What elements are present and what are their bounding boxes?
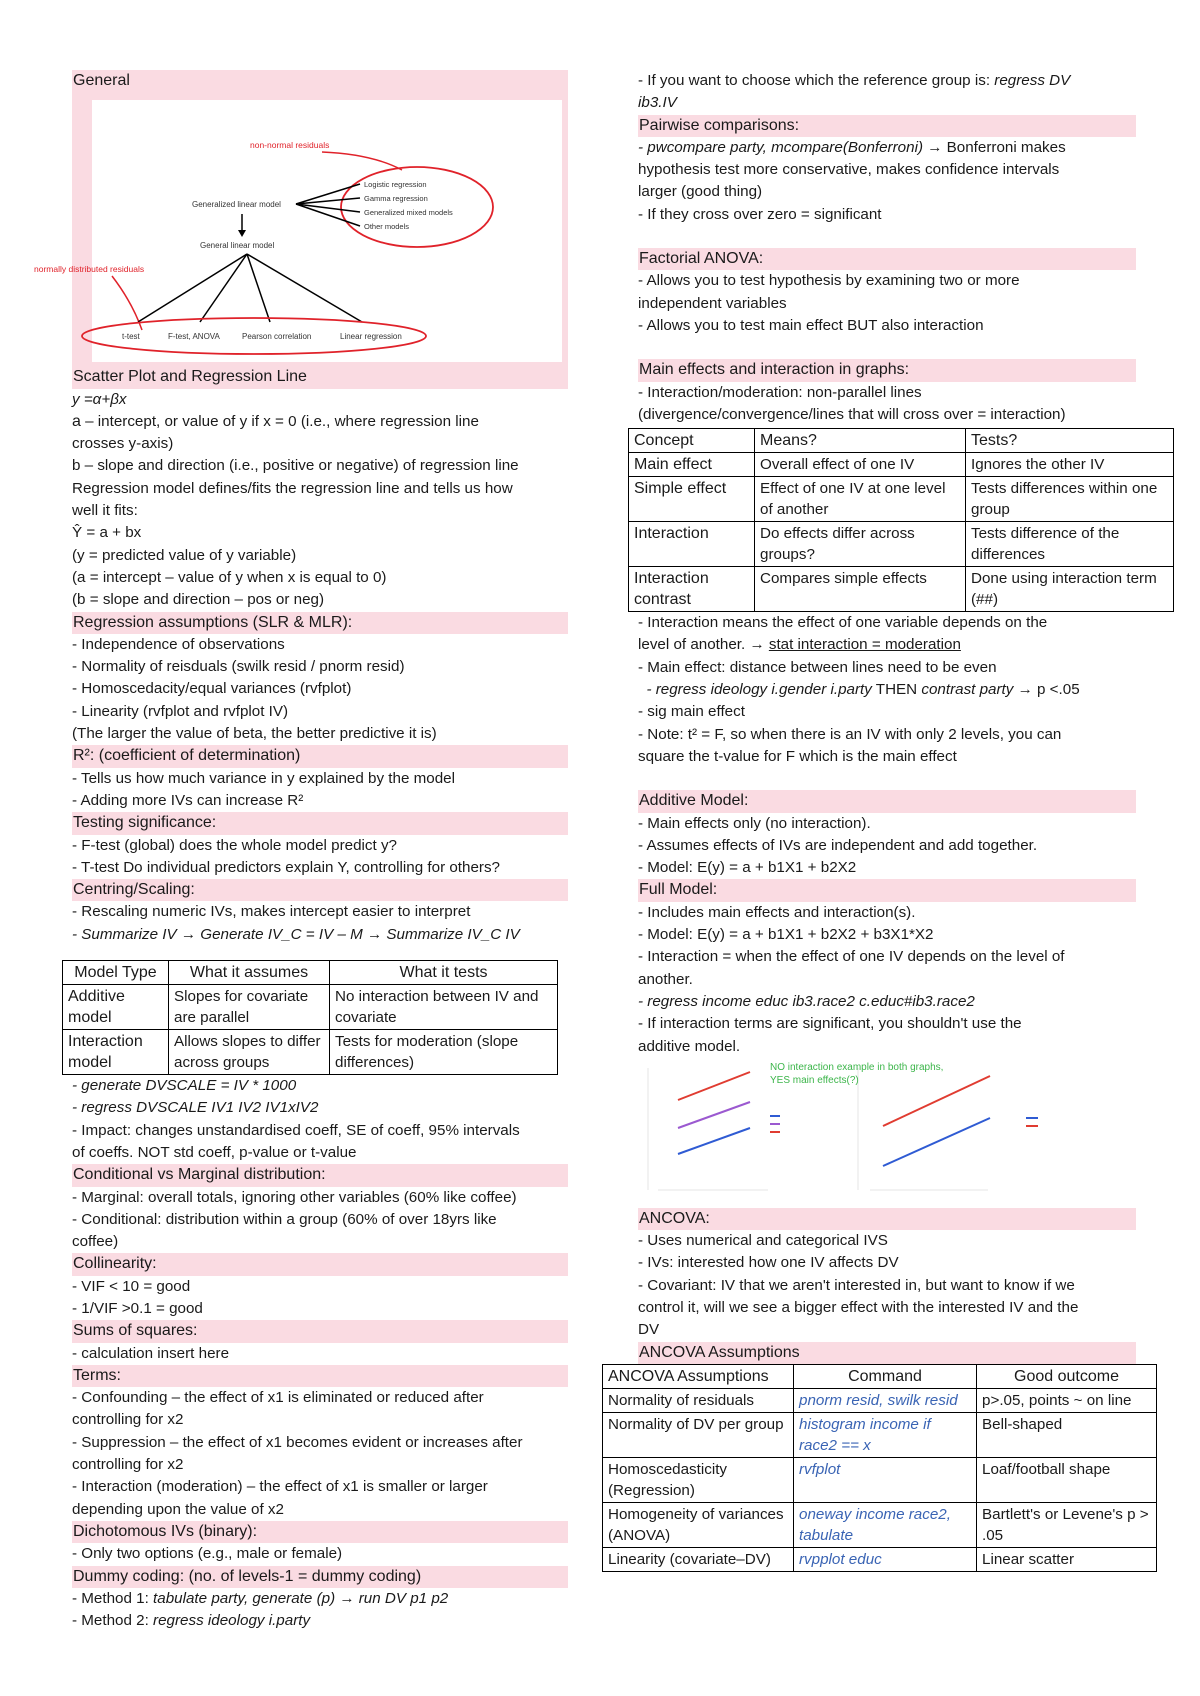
assump-item: - Homoscedacity/equal variances (rvfplot) [72, 680, 352, 698]
main-item: - Interaction/moderation: non-parallel lines [638, 383, 922, 401]
impact-text-2: of coeffs. NOT std coeff, p-value or t-value [72, 1143, 357, 1161]
pairwise-header: Pairwise comparisons: [638, 115, 1136, 137]
model-text-2: well it fits: [72, 502, 138, 520]
non-normal-label: non-normal residuals [250, 140, 330, 151]
ancova-item: - IVs: interested how one IV affects DV [638, 1254, 899, 1272]
table-cell: Do effects differ across groups? [755, 522, 966, 567]
col-item: - 1/VIF >0.1 = good [72, 1299, 203, 1317]
fact-item: - Allows you to test main effect BUT also interaction [638, 316, 984, 334]
inter-underlined: stat interaction = moderation [768, 636, 961, 654]
table-header: Concept [629, 429, 755, 453]
impact-text: - Impact: changes unstandardised coeff, SE of coeff, 95% intervals [72, 1121, 520, 1139]
table-cell: Main effect [629, 453, 755, 477]
table-cell: Normality of residuals [603, 1388, 794, 1412]
formula: y =α+βx [72, 390, 127, 408]
left-column [34, 70, 568, 1632]
table-cell: p>.05, points ~ on line [977, 1388, 1157, 1412]
table-cell: Tests difference of the differences [966, 522, 1174, 567]
graph-note-2: YES main effects(?) [770, 1074, 859, 1086]
table-cell: Interaction model [63, 1030, 169, 1075]
ancova-assumptions-header: ANCOVA Assumptions [638, 1342, 1136, 1364]
main-item: (divergence/convergence/lines that will cross over = interaction) [638, 405, 1066, 423]
linear-regression-label: Linear regression [340, 332, 402, 342]
collinearity-header: Collinearity: [72, 1253, 568, 1275]
centring-header: Centring/Scaling: [72, 879, 568, 901]
terms-header: Terms: [72, 1365, 568, 1387]
a-desc: – intercept, or value of y if x = 0 (i.e., where regression line [80, 412, 479, 430]
graph-2 [858, 1068, 1038, 1190]
right-column [608, 70, 1158, 1572]
table-cell: Simple effect [629, 477, 755, 522]
gamma-label: Gamma regression [364, 194, 428, 204]
table-row [629, 522, 1174, 567]
add-item: - Main effects only (no interaction). [638, 814, 871, 832]
interaction-text-3: - Main effect: distance between lines need to be even [638, 658, 997, 676]
additive-header: Additive Model: [638, 790, 1136, 812]
model-type-table [62, 960, 558, 1075]
other-label: Other models [364, 222, 410, 232]
generate-command: - generate DVSCALE = IV * 1000 [72, 1077, 297, 1095]
normal-label: normally distributed residuals [34, 264, 145, 275]
assumptions-header: Regression assumptions (SLR & MLR): [72, 612, 568, 634]
linear-models-diagram [34, 92, 568, 366]
graph-note-1: NO interaction example in both graphs, [770, 1061, 944, 1073]
pair-item: larger (good thing) [638, 183, 763, 201]
dummy-command: regress ideology i.party [153, 1612, 311, 1630]
full-item: additive model. [638, 1037, 741, 1055]
inter-then: THEN [871, 681, 922, 699]
graphs-svg [638, 1058, 1136, 1208]
terms-item: controlling for x2 [72, 1456, 184, 1474]
general-linear-label: General linear model [200, 241, 275, 251]
inter-cmd-1: - regress ideology i.gender i.party [638, 681, 872, 699]
reference-text [638, 70, 1136, 92]
table-row [603, 1457, 1157, 1502]
interaction-text-2 [638, 634, 1136, 656]
cond-item: - Marginal: overall totals, ignoring other variables (60% like coffee) [72, 1188, 517, 1206]
table-cell: Effect of one IV at one level of another [755, 477, 966, 522]
dummy-prefix: - Method 2: [72, 1612, 154, 1630]
table-header-row [629, 429, 1174, 453]
ancova-table [602, 1364, 1157, 1572]
interaction-text: - Interaction means the effect of one variable depends on the [638, 614, 1048, 632]
graph-1 [648, 1068, 780, 1190]
command-cell: oneway income race2, tabulate [794, 1502, 977, 1547]
table-cell: Overall effect of one IV [755, 453, 966, 477]
b-text: b – slope and direction (i.e., positive or negative) of regression line [72, 457, 519, 475]
r2-header: R²: (coefficient of determination) [72, 745, 568, 767]
ref-prefix: - If you want to choose which the reference group is: [638, 72, 995, 89]
a-text-2: crosses y-axis) [72, 435, 174, 453]
table-row [603, 1547, 1157, 1571]
dichotomous-header: Dichotomous IVs (binary): [72, 1521, 568, 1543]
table-header-row [63, 961, 558, 985]
y-pred: (y = predicted value of y variable) [72, 546, 297, 564]
concept-table [628, 428, 1174, 612]
dummy-method-2 [72, 1610, 568, 1632]
terms-item: depending upon the value of x2 [72, 1500, 284, 1518]
pair-item [638, 137, 1136, 159]
main-effects-header: Main effects and interaction in graphs: [638, 359, 1136, 381]
table-row [629, 567, 1174, 612]
a-prefix: a [72, 412, 81, 430]
inter-cmd-2: contrast party [921, 681, 1014, 699]
table-cell: Bell-shaped [977, 1412, 1157, 1457]
dich-item: - Only two options (e.g., male or female) [72, 1545, 343, 1563]
diagram-svg [34, 92, 568, 366]
sig-item: - T-test Do individual predictors explain Y, controlling for others? [72, 858, 501, 876]
no-interaction-graphs [638, 1058, 1136, 1208]
assump-item: (The larger the value of beta, the better predictive it is) [72, 725, 437, 743]
cond-item: coffee) [72, 1233, 119, 1251]
table-cell: Interaction contrast [629, 567, 755, 612]
full-item: another. [638, 970, 693, 988]
add-item: - Model: E(y) = a + b1X1 + b2X2 [638, 859, 857, 877]
table-row [629, 453, 1174, 477]
table-cell: Interaction [629, 522, 755, 567]
assump-item: - Linearity (rvfplot and rvfplot IV) [72, 702, 289, 720]
dummy-header: Dummy coding: (no. of levels-1 = dummy coding) [72, 1566, 568, 1588]
table-cell: Linear scatter [977, 1547, 1157, 1571]
command-cell: rvfplot [794, 1457, 977, 1502]
table-cell: Bartlett's or Levene's p > .05 [977, 1502, 1157, 1547]
general-header: General [72, 70, 568, 92]
dummy-command: tabulate party, generate (p) → run DV p1 p2 [153, 1589, 449, 1607]
anova-label: F-test, ANOVA [168, 332, 220, 342]
full-item: - Model: E(y) = a + b1X1 + b2X2 + b3X1*X2 [638, 926, 934, 944]
table-cell: Done using interaction term (##) [966, 567, 1174, 612]
ancova-item: control it, will we see a bigger effect with the interested IV and the [638, 1298, 1079, 1316]
table-cell: Additive model [63, 985, 169, 1030]
terms-item: - Confounding – the effect of x1 is eliminated or reduced after [72, 1389, 484, 1407]
ttest-label: t-test [122, 332, 140, 342]
fact-item: independent variables [638, 294, 787, 312]
table-header: Means? [755, 429, 966, 453]
add-item: - Assumes effects of IVs are independent and add together. [638, 836, 1038, 854]
table-header: Good outcome [977, 1364, 1157, 1388]
table-cell: Homoscedasticity (Regression) [603, 1457, 794, 1502]
fact-item: - Allows you to test hypothesis by examining two or more [638, 272, 1020, 290]
sums-header: Sums of squares: [72, 1320, 568, 1342]
full-model-header: Full Model: [638, 879, 1136, 901]
terms-item: - Interaction (moderation) – the effect of x1 is smaller or larger [72, 1478, 488, 1496]
table-cell: Tests for moderation (slope differences) [330, 1030, 558, 1075]
factorial-header: Factorial ANOVA: [638, 248, 1136, 270]
table-row [629, 477, 1174, 522]
pair-command: - pwcompare party, mcompare(Bonferroni) [638, 138, 924, 156]
b-slope: (b = slope and direction – pos or neg) [72, 591, 325, 609]
table-cell: Allows slopes to differ across groups [169, 1030, 330, 1075]
pair-item: - If they cross over zero = significant [638, 205, 882, 223]
full-item: - If interaction terms are significant, you shouldn't use the [638, 1015, 1022, 1033]
table-row [63, 1030, 558, 1075]
ss-item: - calculation insert here [72, 1344, 230, 1362]
ancova-header: ANCOVA: [638, 1208, 1136, 1230]
ancova-item: - Uses numerical and categorical IVS [638, 1232, 888, 1250]
glm-label: Generalized linear model [192, 200, 281, 210]
terms-item: controlling for x2 [72, 1411, 184, 1429]
table-row [63, 985, 558, 1030]
table-row [603, 1388, 1157, 1412]
inter-prefix: level of another. → [638, 636, 769, 654]
full-command: - regress income educ ib3.race2 c.educ#ib3.race2 [638, 992, 975, 1010]
pair-rest: → Bonferroni makes [923, 138, 1066, 156]
mixed-label: Generalized mixed models [364, 208, 453, 218]
col-item: - VIF < 10 = good [72, 1277, 191, 1295]
table-header: What it tests [330, 961, 558, 985]
assump-item: - Independence of observations [72, 635, 285, 653]
command-cell: rvpplot educ [794, 1547, 977, 1571]
interaction-text-7: square the t-value for F which is the main effect [638, 747, 957, 765]
full-item: - Interaction = when the effect of one IV depends on the level of [638, 948, 1065, 966]
a-text [72, 411, 568, 433]
ancova-item: DV [638, 1321, 660, 1339]
table-cell: Compares simple effects [755, 567, 966, 612]
terms-item: - Suppression – the effect of x1 becomes evident or increases after [72, 1433, 523, 1451]
assump-item: - Normality of reisduals (swilk resid / pnorm resid) [72, 658, 405, 676]
pair-item: hypothesis test more conservative, makes confidence intervals [638, 161, 1060, 179]
ancova-item: - Covariant: IV that we aren't interested in, but want to know if we [638, 1276, 1075, 1294]
table-cell: Linearity (covariate–DV) [603, 1547, 794, 1571]
model-text-1: Regression model defines/fits the regression line and tells us how [72, 479, 513, 497]
command-cell: pnorm resid, swilk resid [794, 1388, 977, 1412]
full-item: - Includes main effects and interaction(s). [638, 903, 916, 921]
pearson-label: Pearson correlation [242, 332, 312, 342]
interaction-command [638, 679, 1136, 701]
table-header: Model Type [63, 961, 169, 985]
table-row [603, 1412, 1157, 1457]
table-header: ANCOVA Assumptions [603, 1364, 794, 1388]
cond-item: - Conditional: distribution within a group (60% of over 18yrs like [72, 1210, 497, 1228]
a-int: (a = intercept – value of y when x is equal to 0) [72, 568, 387, 586]
interaction-text-6: - Note: t² = F, so when there is an IV with only 2 levels, you can [638, 725, 1062, 743]
table-cell: Slopes for covariate are parallel [169, 985, 330, 1030]
interaction-text-5: - sig main effect [638, 703, 745, 721]
table-cell: Normality of DV per group [603, 1412, 794, 1457]
r2-item: - Adding more IVs can increase R² [72, 791, 304, 809]
r2-item: - Tells us how much variance in y explained by the model [72, 769, 455, 787]
sig-item: - F-test (global) does the whole model predict y? [72, 836, 397, 854]
inter-end: → p <.05 [1013, 681, 1080, 699]
centre-item: - Rescaling numeric IVs, makes intercept easier to interpret [72, 903, 471, 921]
reference-command-2: ib3.IV [638, 94, 677, 112]
dummy-method-1 [72, 1588, 568, 1610]
table-header: Command [794, 1364, 977, 1388]
table-row [603, 1502, 1157, 1547]
significance-header: Testing significance: [72, 812, 568, 834]
regress-command: - regress DVSCALE IV1 IV2 IV1xIV2 [72, 1099, 319, 1117]
table-cell: Homogeneity of variances (ANOVA) [603, 1502, 794, 1547]
table-cell: Ignores the other IV [966, 453, 1174, 477]
dummy-prefix: - Method 1: [72, 1589, 154, 1607]
command-cell: histogram income if race2 == x [794, 1412, 977, 1457]
table-cell: Loaf/football shape [977, 1457, 1157, 1502]
table-header: Tests? [966, 429, 1174, 453]
yhat: Ŷ = a + bx [72, 524, 142, 542]
centre-command: - Summarize IV → Generate IV_C = IV – M → Summarize IV_C IV [72, 925, 520, 943]
conditional-header: Conditional vs Marginal distribution: [72, 1164, 568, 1186]
table-header: What it assumes [169, 961, 330, 985]
scatter-header: Scatter Plot and Regression Line [72, 366, 568, 388]
ref-command: regress DV [994, 72, 1071, 89]
logistic-label: Logistic regression [364, 180, 427, 190]
table-header-row [603, 1364, 1157, 1388]
table-cell: Tests differences within one group [966, 477, 1174, 522]
table-cell: No interaction between IV and covariate [330, 985, 558, 1030]
